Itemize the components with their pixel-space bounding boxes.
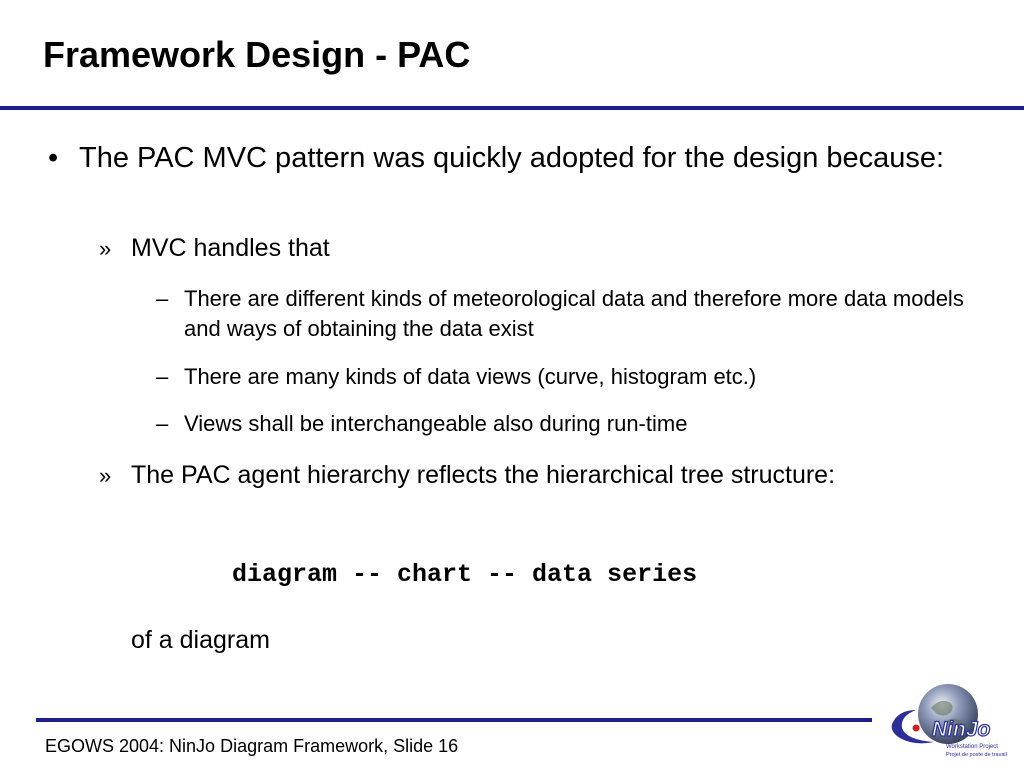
subpoint-text: The PAC agent hierarchy reflects the hierarchical tree structure: [131, 461, 836, 489]
logo-tagline1: Workstation Project [946, 744, 998, 750]
footer-text: EGOWS 2004: NinJo Diagram Framework, Slide 16 [45, 736, 459, 756]
sub-item-1 [156, 284, 974, 344]
sub-item-3 [156, 409, 974, 439]
subpoint-marker: » [99, 463, 112, 488]
slide-title: Framework Design - PAC [43, 34, 471, 75]
title-divider [0, 106, 1024, 110]
logo-tagline2: Projet de poste de travail [946, 752, 1007, 758]
dash-marker: – [156, 411, 169, 436]
logo-brand: NinJo [932, 718, 991, 741]
subpoint-text: MVC handles that [131, 234, 330, 262]
bullet-text: The PAC MVC pattern was quickly adopted for the design because: [79, 142, 945, 174]
code-line: diagram -- chart -- data series [232, 560, 698, 589]
footer-divider [36, 718, 872, 722]
sub-item-text: There are different kinds of meteorological data and therefore more data models and ways of obtaining the data exist [184, 286, 964, 341]
dash-marker: – [156, 286, 169, 311]
bullet-level1 [48, 140, 979, 177]
red-dot [913, 725, 920, 732]
dash-marker: – [156, 364, 169, 389]
sub-item-text: Views shall be interchangeable also during run-time [184, 411, 688, 436]
sub-item-text: There are many kinds of data views (curve, histogram etc.) [184, 364, 757, 389]
subpoint-marker: » [99, 236, 112, 261]
sub-item-2 [156, 362, 974, 392]
subpoint-pac [99, 459, 991, 492]
trailing-text: of a diagram [131, 626, 270, 654]
subpoint-mvc [99, 232, 991, 265]
ninjo-logo [886, 680, 1016, 764]
bullet-marker: • [48, 142, 59, 174]
